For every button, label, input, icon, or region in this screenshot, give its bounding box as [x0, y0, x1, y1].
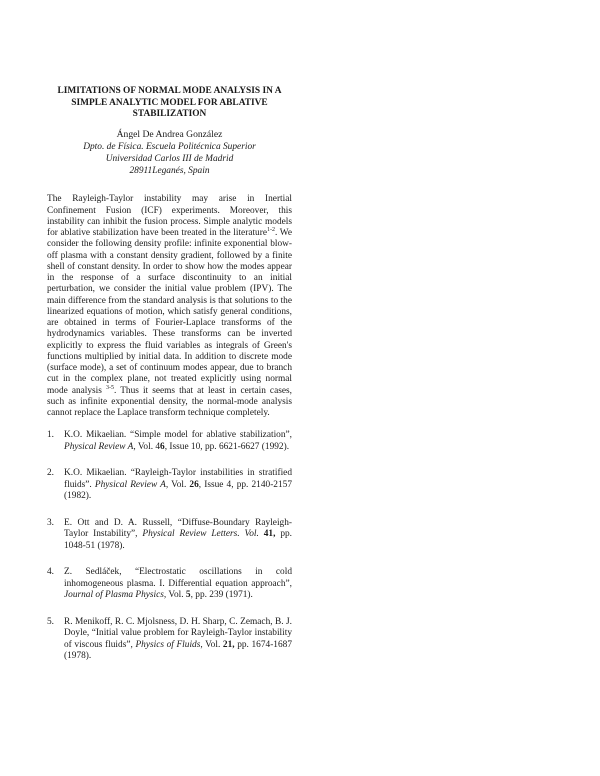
abstract-text: . We consider the following density profile: infinite exponential blow-off plasma with a constant density gradient, followed by a finite shell of constant density. In order to show how the modes appear in the response of a surface discontinuity to an initial perturbation, we consider the initial value problem (IPV). The main difference from the standard analysis is that solutions to the linearized equations of motion, which satisfy general conditions, are obtained in terms of Fourier-Laplace transforms of the hydrodynamics variables. These transforms can be inverted explicitly to express the fluid variables as integrals of Green's functions multiplied by initial data. In addition to discrete mode (surface mode), a set of continuum modes appear, due to branch cut in the complex plane, not treated explicitly using normal mode analysis: [47, 228, 292, 396]
author-university: Universidad Carlos III de Madrid: [105, 153, 234, 164]
reference-journal: Physical Review Letters. Vol.: [142, 529, 259, 540]
reference-item: [47, 430, 292, 453]
reference-journal: Physical Review A: [64, 441, 134, 452]
reference-item: [47, 468, 292, 503]
reference-journal: Journal of Plasma Physics,: [64, 590, 167, 601]
reference-item: [47, 567, 292, 602]
reference-authors: Z. Sedláček, “Electrostatic oscillations in cold inhomogeneous plasma. I. Differential equation approach”,: [64, 567, 292, 589]
paper-title: [47, 86, 292, 121]
reference-text: , Vol.: [200, 639, 223, 650]
reference-volume: 5: [185, 590, 191, 601]
reference-number: 5.: [47, 616, 55, 627]
reference-text: , pp. 239 (1971).: [190, 590, 253, 601]
author-department: Dpto. de Física. Escuela Politécnica Superior: [83, 141, 256, 152]
reference-authors: E. Ott and D. A. Russell, “Diffuse-Boundary Rayleigh-Taylor Instability”,: [64, 517, 292, 540]
paper-page: [47, 86, 292, 678]
reference-text: pp. 1674-1687 (1978).: [64, 639, 292, 662]
reference-volume: 26: [189, 479, 199, 490]
citation-superscript: 1-2: [267, 227, 275, 234]
reference-number: 1.: [47, 430, 55, 441]
reference-text: , Issue 4, pp. 2140-2157 (1982).: [64, 479, 292, 502]
title-line: STABILIZATION: [132, 109, 207, 119]
reference-journal: Physical Review A,: [94, 479, 169, 490]
author-name: Ángel De Andrea González: [116, 128, 223, 140]
reference-text: , Issue 10, pp. 6621-6627 (1992).: [164, 441, 290, 452]
reference-volume: 41,: [263, 529, 276, 540]
abstract: [47, 194, 292, 419]
abstract-text: . Thus it seems that at least in certain cases, such as infinite exponential density, the normal-mode analysis cannot replace the Laplace transform technique completely.: [47, 385, 292, 419]
reference-number: 3.: [47, 517, 55, 528]
author-address: 28911Leganés, Spain: [129, 166, 210, 177]
reference-volume: 6: [160, 441, 165, 452]
reference-authors: K.O. Mikaelian. “Simple model for ablative stabilization”,: [64, 430, 292, 441]
reference-volume: 21,: [222, 639, 235, 650]
title-line: LIMITATIONS OF NORMAL MODE ANALYSIS IN A: [57, 86, 282, 96]
title-line: SIMPLE ANALYTIC MODEL FOR ABLATIVE: [71, 97, 268, 108]
reference-text: Vol.: [168, 479, 190, 490]
reference-authors: R. Menikoff, R. C. Mjolsness, D. H. Sharp, C. Zemach, B. J. Doyle, “Initial value problem for Rayleigh-Taylor instability of viscous fluids”,: [64, 616, 292, 650]
reference-text: Vol.: [166, 590, 186, 601]
reference-text: , Vol. 4: [133, 441, 161, 452]
reference-item: [47, 518, 292, 553]
reference-journal: Physics of Fluids: [135, 639, 201, 650]
reference-item: [47, 617, 292, 663]
reference-number: 4.: [47, 567, 55, 578]
reference-number: 2.: [47, 468, 55, 479]
abstract-text: The Rayleigh-Taylor instability may arise in Inertial Confinement Fusion (ICF) experiments. Moreover, this instability can inhibit the fusion process. Simple analytic models for ablative stabilization have been treated in the literature: [47, 194, 292, 239]
reference-list: [47, 430, 292, 663]
reference-text: pp. 1048-51 (1978).: [64, 529, 292, 551]
reference-authors: K.O. Mikaelian. “Rayleigh-Taylor instabilities in stratified fluids”.: [64, 468, 292, 490]
citation-superscript: 3-5: [105, 384, 114, 391]
